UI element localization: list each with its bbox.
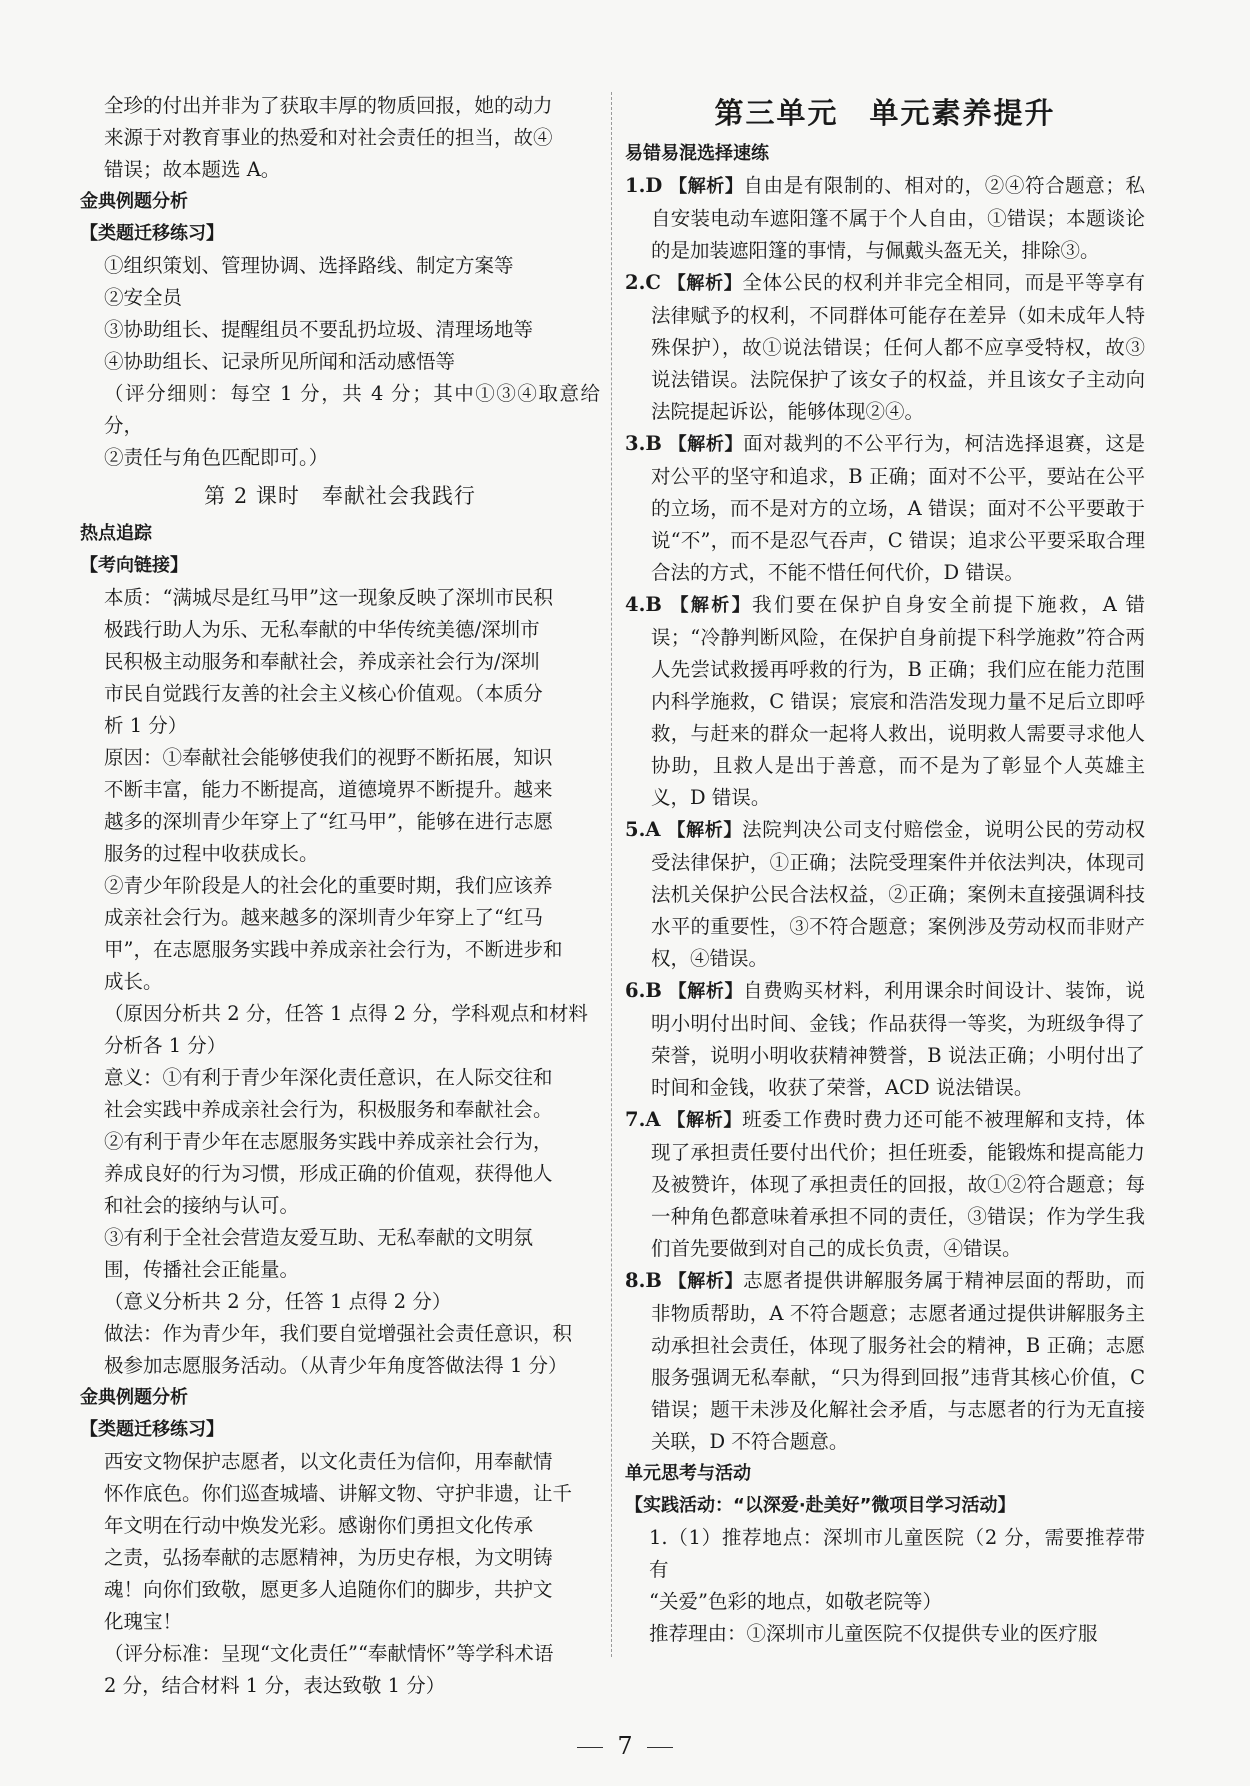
text-line: （评分标准：呈现“文化责任”“奉献情怀”等学科术语 bbox=[104, 1642, 554, 1665]
text-line: 服务的过程中收获成长。 bbox=[104, 842, 319, 865]
column-divider bbox=[611, 92, 612, 1657]
text-line: （评分细则：每空 1 分，共 4 分；其中①③④取意给分， bbox=[104, 382, 600, 437]
answer-block bbox=[80, 1446, 600, 1702]
analysis-text: 自由是有限制的、相对的，②④符合题意；私自安装电动车遮阳篷不属于个人自由，①错误；本题谈论的是加装遮阳篷的事情，与佩戴头盔无关，排除③。 bbox=[651, 174, 1145, 262]
text-line: 成亲社会行为。越来越多的深圳青少年穿上了“红马 bbox=[104, 906, 543, 929]
text-line: ②责任与角色匹配即可。） bbox=[104, 446, 329, 469]
subsection-tag: 【考向链接】 bbox=[80, 555, 188, 576]
text-line: “关爱”色彩的地点，如敬老院等） bbox=[649, 1590, 942, 1613]
subsection-tag: 【类题迁移练习】 bbox=[80, 1419, 224, 1440]
answer-key: 5.A bbox=[625, 818, 661, 841]
text-line: 越多的深圳青少年穿上了“红马甲”，能够在进行志愿 bbox=[104, 810, 553, 833]
answer-key: 2.C bbox=[625, 271, 661, 294]
page-number-value: 7 bbox=[617, 1732, 633, 1760]
text-line: 社会实践中养成亲社会行为，积极服务和奉献社会。 bbox=[104, 1098, 553, 1121]
text-line: ②安全员 bbox=[104, 286, 183, 309]
answer-key: 4.B bbox=[625, 593, 662, 616]
text-line: 甲”，在志愿服务实践中养成亲社会行为，不断进步和 bbox=[104, 938, 563, 961]
text-line: 推荐理由：①深圳市儿童医院不仅提供专业的医疗服 bbox=[649, 1622, 1098, 1645]
right-column bbox=[625, 90, 1145, 1650]
text-line: 来源于对教育事业的热爱和对社会责任的担当，故④ bbox=[104, 126, 553, 149]
text-line: （原因分析共 2 分，任答 1 点得 2 分，学科观点和材料 bbox=[104, 1002, 588, 1025]
text-line: 魂！向你们致敬，愿更多人追随你们的脚步，共护文 bbox=[104, 1578, 553, 1601]
page-number-dash bbox=[577, 1747, 603, 1748]
text-line: 围，传播社会正能量。 bbox=[104, 1258, 300, 1281]
text-line: 化瑰宝！ bbox=[104, 1610, 183, 1633]
analysis-text: 班委工作费时费力还可能不被理解和支持，体现了承担责任要付出代价；担任班委，能锻炼和提高能力及被赞许，体现了承担责任的回报，故①②符合题意；每一种角色都意味着承担不同的责任，③错误；作为学生我们首先要做到对自己的成长负责，④错误。 bbox=[651, 1108, 1145, 1260]
text-line: ①组织策划、管理协调、选择路线、制定方案等 bbox=[104, 254, 514, 277]
answer-key: 8.B bbox=[625, 1269, 662, 1292]
section-heading: 易错易混选择速练 bbox=[625, 143, 769, 164]
text-line: 本质：“满城尽是红马甲”这一现象反映了深圳市民积 bbox=[104, 586, 553, 609]
text-line: 年文明在行动中焕发光彩。感谢你们勇担文化传承 bbox=[104, 1514, 534, 1537]
subsection-tag: 【实践活动：“以深爱·赴美好”微项目学习活动】 bbox=[625, 1495, 1016, 1516]
analysis-text: 志愿者提供讲解服务属于精神层面的帮助，而非物质帮助，A 不符合题意；志愿者通过提供讲解服务主动承担社会责任，体现了服务社会的精神，B 正确；志愿服务强调无私奉献，“只为得到回报”违背其核心价值，C 错误；题干未涉及化解社会矛盾，与志愿者的行为无直接关联，D 不符合题意。 bbox=[651, 1269, 1145, 1453]
text-line: 意义：①有利于青少年深化责任意识，在人际交往和 bbox=[104, 1066, 553, 1089]
text-line: 西安文物保护志愿者，以文化责任为信仰，用奉献情 bbox=[104, 1450, 553, 1473]
answer-key: 6.B bbox=[625, 979, 662, 1002]
analysis-text: 我们要在保护自身安全前提下施救，A 错误；“冷静判断风险，在保护自身前提下科学施救”符合两人先尝试救援再呼救的行为，B 正确；我们应在能力范围内科学施救，C 错误；宸宸和浩浩发现力量不足后立即呼救，与赶来的群众一起将人救出，说明救人需要寻求他人协助，且救人是出于善意，而不是为了彰显个人英雄主义，D 错误。 bbox=[651, 593, 1146, 809]
text-line: 成长。 bbox=[104, 970, 163, 993]
analysis-text: 全体公民的权利并非完全相同，而是平等享有法律赋予的权利，不同群体可能存在差异（如未成年人特殊保护），故①说法错误；任何人都不应享受特权，故③说法错误。法院保护了该女子的权益，并且该女子主动向法院提起诉讼，能够体现②④。 bbox=[651, 271, 1146, 423]
analysis-text: 自费购买材料，利用课余时间设计、装饰，说明小明付出时间、金钱；作品获得一等奖，为班级争得了荣誉，说明小明收获精神赞誉，B 说法正确；小明付出了时间和金钱，收获了荣誉，ACD 说法错误。 bbox=[651, 979, 1145, 1099]
text-line: ④协助组长、记录所见所闻和活动感悟等 bbox=[104, 350, 456, 373]
section-heading: 金典例题分析 bbox=[80, 1387, 188, 1408]
left-column bbox=[80, 90, 600, 1702]
text-line: 析 1 分） bbox=[104, 714, 188, 737]
analysis-tag: 【解析】 bbox=[668, 981, 744, 1002]
answer-item bbox=[625, 170, 1145, 267]
answer-item bbox=[625, 1265, 1145, 1458]
text-line: ②青少年阶段是人的社会化的重要时期，我们应该养 bbox=[104, 874, 553, 897]
text-line: 民积极主动服务和奉献社会，养成亲社会行为/深圳 bbox=[104, 650, 540, 673]
answer-block bbox=[80, 250, 600, 474]
analysis-tag: 【解析】 bbox=[667, 273, 743, 294]
text-line: 分析各 1 分） bbox=[104, 1034, 227, 1057]
answer-key: 3.B bbox=[625, 432, 662, 455]
intro-paragraph bbox=[80, 90, 600, 186]
unit-title: 第三单元 单元素养提升 bbox=[714, 96, 1056, 130]
answer-key: 7.A bbox=[625, 1108, 661, 1131]
page-number-dash bbox=[647, 1747, 673, 1748]
page-number bbox=[0, 1732, 1250, 1760]
answer-item bbox=[625, 1104, 1145, 1265]
answer-item bbox=[625, 589, 1145, 814]
text-line: ③有利于全社会营造友爱互助、无私奉献的文明氛 bbox=[104, 1226, 534, 1249]
text-line: （意义分析共 2 分，任答 1 点得 2 分） bbox=[104, 1290, 452, 1313]
answer-item bbox=[625, 975, 1145, 1104]
text-line: ③协助组长、提醒组员不要乱扔垃圾、清理场地等 bbox=[104, 318, 534, 341]
text-line: 做法：作为青少年，我们要自觉增强社会责任意识，积 bbox=[104, 1322, 573, 1345]
answer-list bbox=[625, 170, 1145, 1458]
text-line: 极践行助人为乐、无私奉献的中华传统美德/深圳市 bbox=[104, 618, 540, 641]
analysis-text: 法院判决公司支付赔偿金，说明公民的劳动权受法律保护，①正确；法院受理案件并依法判决，体现司法机关保护公民合法权益，②正确；案例未直接强调科技水平的重要性，③不符合题意；案例涉及劳动权而非财产权，④错误。 bbox=[651, 818, 1145, 970]
section-heading: 单元思考与活动 bbox=[625, 1463, 751, 1484]
text-line: 市民自觉践行友善的社会主义核心价值观。（本质分 bbox=[104, 682, 543, 705]
lesson-title: 第 2 课时 奉献社会我践行 bbox=[204, 484, 476, 508]
answer-block bbox=[625, 1522, 1145, 1650]
text-line: 1.（1）推荐地点：深圳市儿童医院（2 分，需要推荐带有 bbox=[649, 1526, 1145, 1581]
text-line: 和社会的接纳与认可。 bbox=[104, 1194, 300, 1217]
text-line: 全珍的付出并非为了获取丰厚的物质回报，她的动力 bbox=[104, 94, 553, 117]
analysis-tag: 【解析】 bbox=[670, 595, 753, 616]
analysis-tag: 【解析】 bbox=[667, 1110, 743, 1131]
answer-block bbox=[80, 582, 600, 1382]
answer-item bbox=[625, 428, 1145, 589]
answer-item bbox=[625, 267, 1145, 428]
subsection-tag: 【类题迁移练习】 bbox=[80, 223, 224, 244]
analysis-tag: 【解析】 bbox=[668, 1271, 744, 1292]
text-line: 错误；故本题选 A。 bbox=[104, 158, 281, 181]
text-line: ②有利于青少年在志愿服务实践中养成亲社会行为， bbox=[104, 1130, 553, 1153]
text-line: 不断丰富，能力不断提高，道德境界不断提升。越来 bbox=[104, 778, 553, 801]
text-line: 之责，弘扬奉献的志愿精神，为历史存根，为文明铸 bbox=[104, 1546, 553, 1569]
section-heading: 金典例题分析 bbox=[80, 191, 188, 212]
analysis-tag: 【解析】 bbox=[667, 820, 743, 841]
answer-item bbox=[625, 814, 1145, 975]
text-line: 养成良好的行为习惯，形成正确的价值观，获得他人 bbox=[104, 1162, 553, 1185]
section-heading: 热点追踪 bbox=[80, 523, 152, 544]
analysis-tag: 【解析】 bbox=[668, 434, 744, 455]
text-line: 原因：①奉献社会能够使我们的视野不断拓展，知识 bbox=[104, 746, 553, 769]
text-line: 怀作底色。你们巡查城墙、讲解文物、守护非遗，让千 bbox=[104, 1482, 573, 1505]
analysis-tag: 【解析】 bbox=[669, 176, 744, 197]
answer-key: 1.D bbox=[625, 174, 663, 197]
analysis-text: 面对裁判的不公平行为，柯洁选择退赛，这是对公平的坚守和追求，B 正确；面对不公平，要站在公平的立场，而不是对方的立场，A 错误；面对不公平要敢于说“不”，而不是忍气吞声，C 错误；追求公平要采取合理合法的方式，不能不惜任何代价，D 错误。 bbox=[651, 432, 1145, 584]
text-line: 2 分，结合材料 1 分，表达致敬 1 分） bbox=[104, 1674, 446, 1697]
text-line: 极参加志愿服务活动。（从青少年角度答做法得 1 分） bbox=[104, 1354, 568, 1377]
